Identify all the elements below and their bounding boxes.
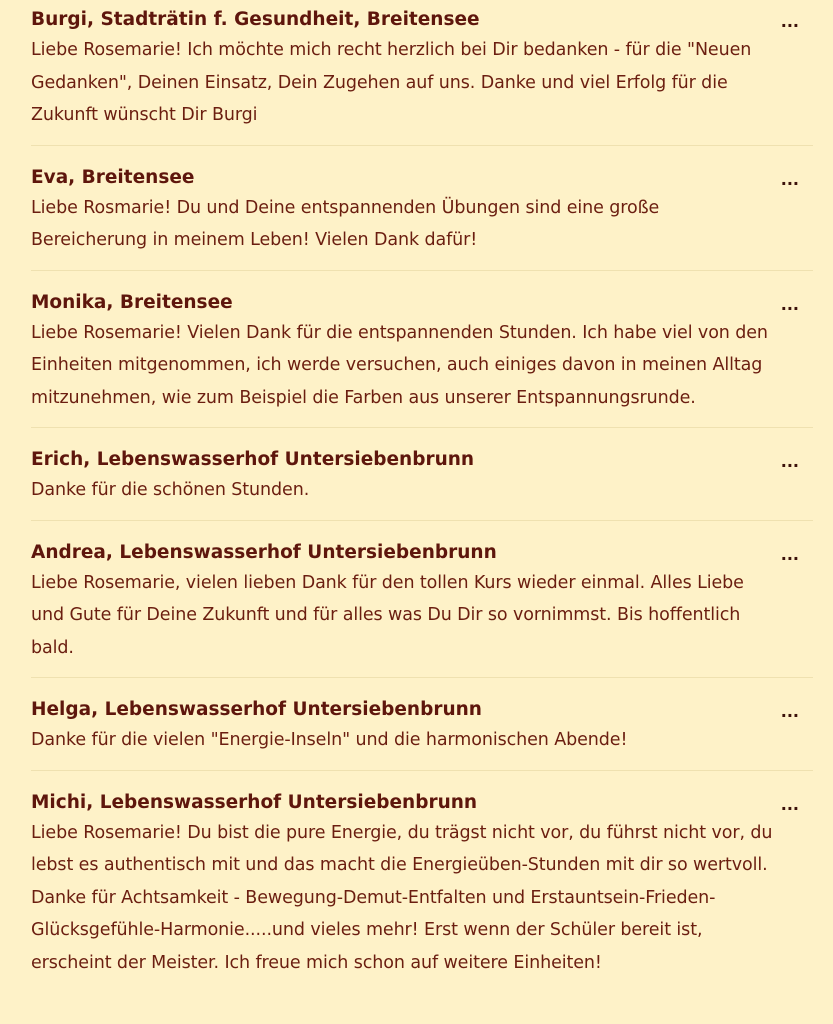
- entry-message: Danke für die vielen "Energie-Inseln" und die harmonischen Abende!: [31, 730, 628, 750]
- guestbook-entry: [31, 271, 813, 429]
- entry-author: Burgi, Stadträtin f. Gesundheit, Breitensee: [31, 9, 480, 30]
- entry-author: Erich, Lebenswasserhof Untersiebenbrunn: [31, 449, 475, 470]
- more-options-icon[interactable]: ...: [780, 169, 799, 189]
- guestbook-entry: [31, 146, 813, 271]
- entry-author: Monika, Breitensee: [31, 291, 233, 313]
- entry-message: Danke für die schönen Stunden.: [31, 480, 310, 500]
- entry-author: Andrea, Lebenswasserhof Untersiebenbrunn: [31, 541, 497, 563]
- guestbook-entry: [31, 428, 813, 521]
- more-options-icon[interactable]: ...: [780, 794, 799, 814]
- entry-author: Eva, Breitensee: [31, 166, 195, 188]
- more-options-icon[interactable]: ...: [780, 294, 799, 314]
- entry-author: Michi, Lebenswasserhof Untersiebenbrunn: [31, 791, 478, 813]
- entry-message: Liebe Rosmarie! Du und Deine entspannenden Übungen sind eine große Bereicherung in meinem Leben! Vielen Dank dafür!: [31, 197, 660, 250]
- guestbook-entry: [31, 0, 813, 146]
- entry-message: Liebe Rosemarie, vielen lieben Dank für den tollen Kurs wieder einmal. Alles Liebe und Gute für Deine Zukunft und für alles was Du Dir so vornimmst. Bis hoffentlich bald.: [31, 572, 744, 658]
- entry-message: Liebe Rosemarie! Ich möchte mich recht herzlich bei Dir bedanken - für die "Neuen Gedanken", Deinen Einsatz, Dein Zugehen auf uns. Danke und viel Erfolg für die Zukunft wünscht Dir Burgi: [31, 40, 752, 125]
- guestbook-entry: [31, 678, 813, 771]
- more-options-icon[interactable]: ...: [780, 702, 799, 721]
- more-options-icon[interactable]: ...: [780, 12, 799, 31]
- entry-author: Helga, Lebenswasserhof Untersiebenbrunn: [31, 699, 482, 720]
- more-options-icon[interactable]: ...: [780, 452, 799, 471]
- entry-message: Liebe Rosemarie! Vielen Dank für die entspannenden Stunden. Ich habe viel von den Einheiten mitgenommen, ich werde versuchen, auch einiges davon in meinen Alltag mitzunehmen, wie zum Beispiel die Farben aus unserer Entspannungsrunde.: [31, 322, 768, 408]
- more-options-icon[interactable]: ...: [780, 544, 799, 564]
- guestbook-entry: [31, 521, 813, 679]
- entry-message: Liebe Rosemarie! Du bist die pure Energie, du trägst nicht vor, du führst nicht vor, du lebst es authentisch mit und das macht die Energieüben-Stunden mit dir so wertvoll. Danke für Achtsamkeit - Bewegung-Demut-Entfalten und Erstauntsein-Frieden-Glücksgefühle-Harmonie.....und vieles mehr! Erst wenn der Schüler bereit ist, erscheint der Meister. Ich freue mich schon auf weitere Einheiten!: [31, 822, 773, 973]
- guestbook-entry: [31, 771, 813, 993]
